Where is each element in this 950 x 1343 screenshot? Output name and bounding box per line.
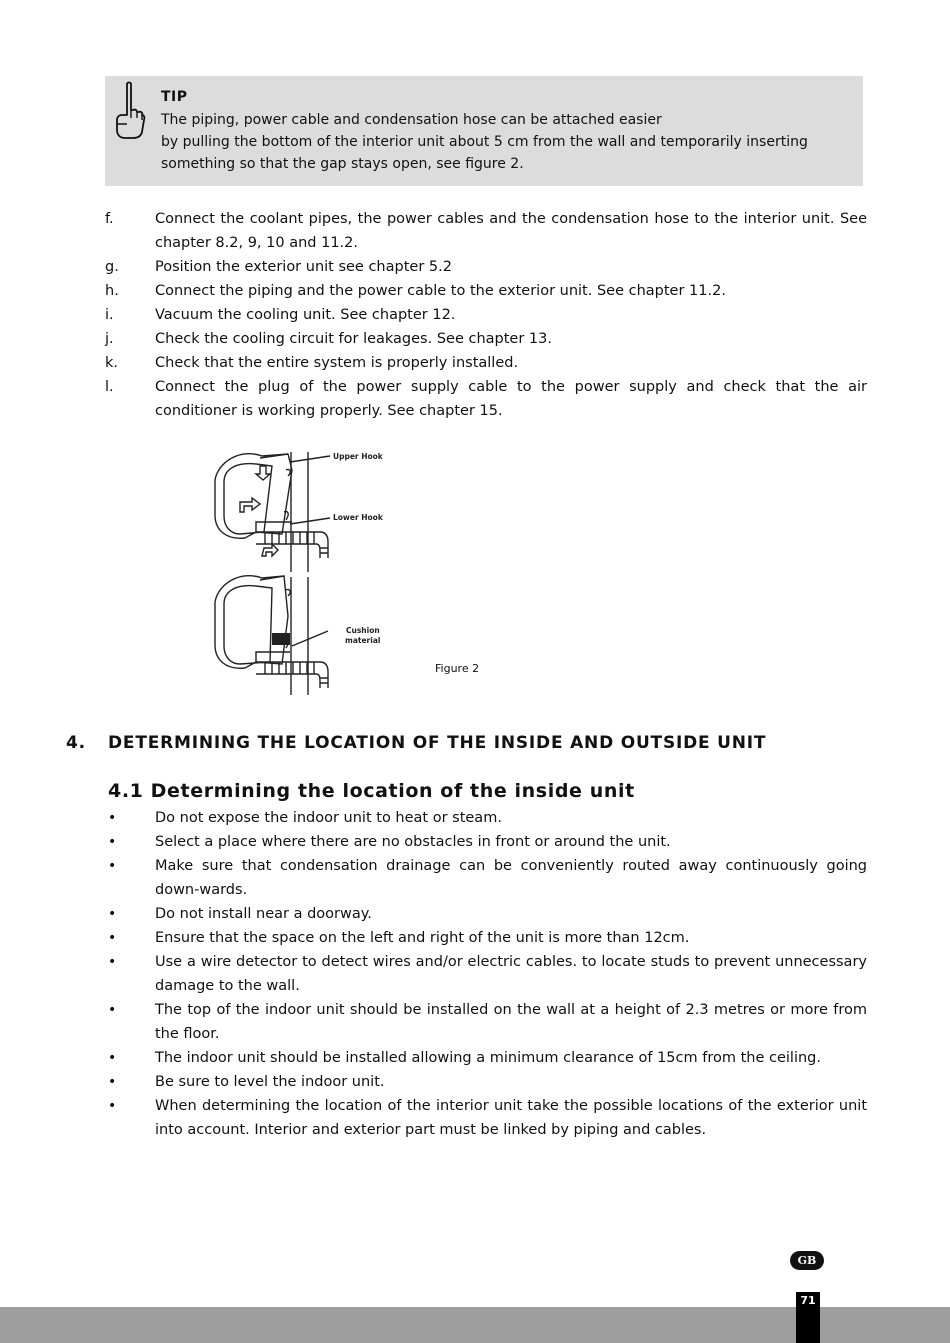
bullet-dot: • <box>108 834 117 850</box>
bullet-text: Select a place where there are no obstacles in front or around the unit. <box>155 834 671 850</box>
bullet-text: Be sure to level the indoor unit. <box>155 1074 385 1090</box>
page-number: 71 <box>800 1294 816 1307</box>
bullet-text: Make sure that condensation drainage can be conveniently routed away continuously going down-wards. <box>155 858 867 898</box>
step-marker: j. <box>105 331 114 347</box>
page-number-tab <box>796 1292 820 1343</box>
step-marker: h. <box>105 283 119 299</box>
step-text: Check that the entire system is properly installed. <box>155 355 519 371</box>
bullet-dot: • <box>108 1098 117 1114</box>
tip-line: The piping, power cable and condensation hose can be attached easier <box>161 112 662 128</box>
cushion-label-line2: material <box>345 636 381 645</box>
bullet-dot: • <box>108 810 117 826</box>
step-marker: l. <box>105 379 114 395</box>
step-marker: k. <box>105 355 119 371</box>
step-text: Connect the plug of the power supply cable to the power supply and check that the air conditioner is working properly. See chapter 15. <box>155 379 867 419</box>
pointing-hand-icon <box>111 80 147 144</box>
step-text: Connect the piping and the power cable to the exterior unit. See chapter 11.2. <box>155 283 726 299</box>
upper-hook-label: Upper Hook <box>333 452 383 461</box>
bullet-dot: • <box>108 930 117 946</box>
bullet-text: The top of the indoor unit should be installed on the wall at a height of 2.3 metres or more from the floor. <box>155 1002 867 1042</box>
step-marker: f. <box>105 211 114 227</box>
bullet-text: Do not install near a doorway. <box>155 906 372 922</box>
section-title: DETERMINING THE LOCATION OF THE INSIDE AND OUTSIDE UNIT <box>108 733 767 753</box>
tip-line: by pulling the bottom of the interior unit about 5 cm from the wall and temporarily inserting <box>161 134 808 150</box>
bullet-text: Use a wire detector to detect wires and/or electric cables. to locate studs to prevent unnecessary damage to the wall. <box>155 954 867 994</box>
bullet-text: When determining the location of the interior unit take the possible locations of the exterior unit into account. Interior and exterior part must be linked by piping and cables. <box>155 1098 867 1138</box>
subsection-title: 4.1 Determining the location of the inside unit <box>108 780 635 802</box>
bullet-text: The indoor unit should be installed allowing a minimum clearance of 15cm from the ceiling. <box>155 1050 821 1066</box>
bullet-dot: • <box>108 954 117 970</box>
bullet-text: Do not expose the indoor unit to heat or steam. <box>155 810 502 826</box>
cushion-label-line1: Cushion <box>346 626 380 635</box>
bullet-dot: • <box>108 906 117 922</box>
step-text: Position the exterior unit see chapter 5.2 <box>155 259 452 275</box>
step-marker: g. <box>105 259 119 275</box>
tip-line: something so that the gap stays open, see figure 2. <box>161 156 524 172</box>
figure-caption: Figure 2 <box>435 662 480 675</box>
bullet-dot: • <box>108 1050 117 1066</box>
step-text: Check the cooling circuit for leakages. See chapter 13. <box>155 331 552 347</box>
bullet-dot: • <box>108 1074 117 1090</box>
step-marker: i. <box>105 307 114 323</box>
lower-hook-label: Lower Hook <box>333 513 383 522</box>
step-text: Vacuum the cooling unit. See chapter 12. <box>155 307 456 323</box>
bullet-dot: • <box>108 858 117 874</box>
tip-title: TIP <box>161 89 188 105</box>
bullet-dot: • <box>108 1002 117 1018</box>
cushion-material-block <box>272 633 290 645</box>
step-text: Connect the coolant pipes, the power cables and the condensation hose to the interior unit. See chapter 8.2, 9, 10 and 11.2. <box>155 211 867 251</box>
bullet-text: Ensure that the space on the left and right of the unit is more than 12cm. <box>155 930 690 946</box>
tip-box <box>105 76 863 186</box>
section-number: 4. <box>66 733 86 753</box>
language-badge: GB <box>790 1251 824 1270</box>
